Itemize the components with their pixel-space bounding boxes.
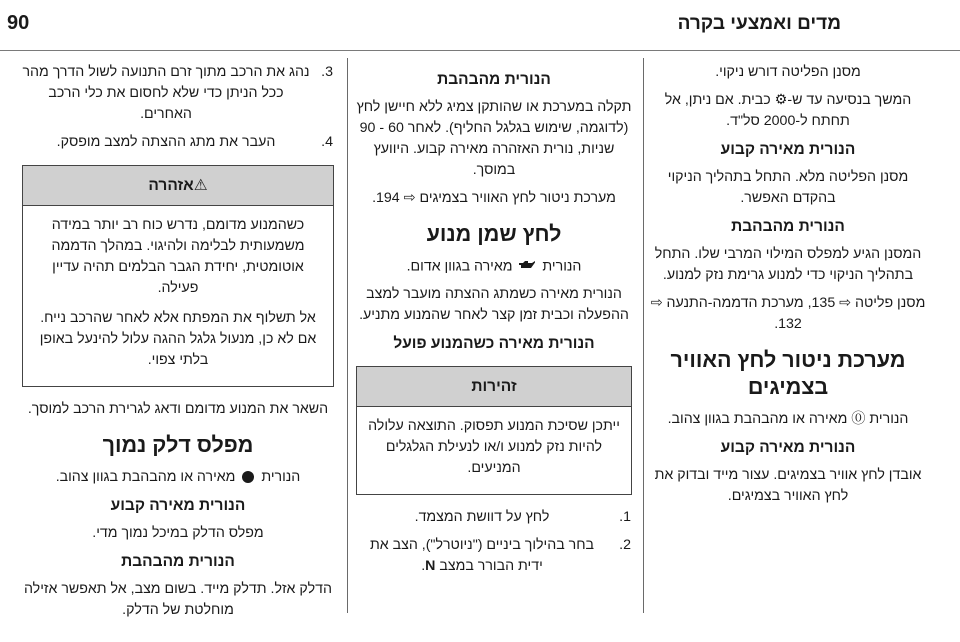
column-divider	[347, 58, 348, 613]
list-number: 1.	[619, 509, 631, 526]
section-heading: לחץ שמן מנוע	[426, 222, 562, 246]
list-text: נהג את הרכב מתוך זרם התנועה לשול הדרך מהר ככל הניתן כדי שלא לחסום את כלי הרכב האחרים.	[22, 64, 310, 122]
paragraph: הנורית מאירה כשמתג ההצתה מועבר למצב ההפעלה וכבית זמן קצר לאחר שהמנוע מתניע.	[359, 286, 629, 324]
header-divider	[0, 50, 960, 51]
paragraph: מסנן הפליטה דורש ניקוי.	[715, 64, 861, 80]
page-number: 90	[7, 12, 30, 34]
reference-arrow-icon: ⇨	[650, 295, 663, 311]
page-header	[0, 0, 960, 48]
warning-title: ⚠אזהרה	[23, 166, 333, 206]
caution-title: זהירות	[357, 367, 631, 407]
subheading: הנורית מאירה קבוע	[720, 141, 856, 158]
list-number: 4.	[321, 134, 333, 150]
reference-arrow-icon: ⇨	[403, 190, 416, 206]
caution-text: ייתכן שסיכת המנוע תפסוק. התוצאה עלולה להיות נזק למנוע ו/או לנעילת הגלגלים המניעים.	[368, 418, 620, 477]
caution-box	[356, 366, 632, 495]
paragraph: השאר את המנוע מדומם ודאג לגרירת הרכב למוסך.	[27, 401, 329, 417]
section-heading: מפלס דלק נמוך	[102, 433, 254, 457]
warning-text: אל תשלוף את המפתח אלא לאחר שהרכב נייח. אם לא כן, מנעול גלגל ההגה עלול להינעל באופן בלתי צפוי.	[39, 310, 317, 368]
paragraph: מסנן הפליטה מלא. התחל בתהליך הניקוי בהקדם האפשר.	[667, 169, 909, 206]
warning-box	[22, 165, 334, 387]
paragraph: הנורית מאירה או מהבהבת בגוון צהוב.	[55, 469, 301, 485]
cross-reference: מערכת ניטור לחץ האוויר בצמיגים ⇨ 194.	[372, 190, 616, 206]
oil-can-icon	[518, 256, 536, 277]
page-title: מדים ואמצעי בקרה	[677, 13, 841, 34]
paragraph: הנורית ⓪ מאירה או מהבהבת בגוון צהוב.	[667, 411, 909, 427]
list-item	[22, 62, 334, 125]
subheading: הנורית מהבהבת	[437, 71, 551, 88]
subheading: הנורית מהבהבת	[121, 553, 235, 570]
subheading: הנורית מאירה קבוע	[110, 497, 246, 514]
subheading: הנורית מאירה כשהמנוע פועל	[393, 335, 595, 353]
list-text: בחר בהילוך ביניים ("ניוטרל"), הצב את ידית הבורר במצב N.	[369, 537, 595, 575]
list-item	[356, 507, 632, 528]
column-right	[650, 62, 926, 624]
column-middle	[356, 62, 632, 624]
column-divider	[643, 58, 644, 613]
subheading: הנורית מאירה קבוע	[720, 439, 856, 456]
list-item	[356, 535, 632, 577]
paragraph: אובדן לחץ אוויר בצמיגים. עצור מייד ובדוק את לחץ האוויר בצמיגים.	[654, 467, 922, 504]
paragraph: הנורית מאירה בגוון אדום.	[356, 256, 632, 277]
warning-text: כשהמנוע מדומם, נדרש כוח רב יותר במידה משמעותית לבלימה ולהיגוי. במהלך הדממה אוטומטית, יחידת הגבר הבלמים תהיה עדיין פעילה.	[51, 217, 305, 296]
tire-pressure-icon: ⓪	[851, 411, 866, 427]
cross-reference: מסנן פליטה ⇨ 135, מערכת הדממה-התנעה ⇨ 132.	[650, 295, 926, 332]
subheading: הנורית מהבהבת	[731, 218, 845, 235]
particulate-filter-icon: ⚙	[774, 92, 788, 108]
list-item	[22, 132, 334, 153]
reference-arrow-icon: ⇨	[839, 295, 852, 311]
list-number: 3.	[321, 64, 333, 80]
column-left	[22, 62, 334, 624]
list-text: לחץ על דוושת המצמד.	[414, 509, 550, 526]
list-number: 2.	[619, 537, 631, 554]
warning-triangle-icon: ⚠	[193, 176, 208, 194]
paragraph: תקלה במערכת או שהותקן צמיג ללא חיישן לחץ (לדוגמה, שימוש בגלגל החליף). לאחר 60 - 90 שניות, נורית האזהרה מאירה קבוע. היוועץ במוסך.	[356, 99, 632, 178]
paragraph: המשך בנסיעה עד ש-⚙ כבית. אם ניתן, אל תחתח ל-2000 סל"ד.	[664, 92, 912, 129]
paragraph: הדלק אזל. תדלק מייד. בשום מצב, אל תאפשר אזילה מוחלטת של הדלק.	[23, 581, 333, 618]
section-heading: מערכת ניטור לחץ האוויר בצמיגים	[670, 348, 906, 399]
paragraph: מפלס הדלק במיכל נמוך מדי.	[92, 525, 264, 541]
fuel-low-icon	[242, 471, 254, 483]
list-text: העבר את מתג ההצתה למצב מופסק.	[56, 134, 276, 150]
paragraph: המסנן הגיע למפלס המילוי המרבי שלו. התחל בתהליך הניקוי כדי למנוע גרימת נזק למנוע.	[654, 246, 922, 283]
